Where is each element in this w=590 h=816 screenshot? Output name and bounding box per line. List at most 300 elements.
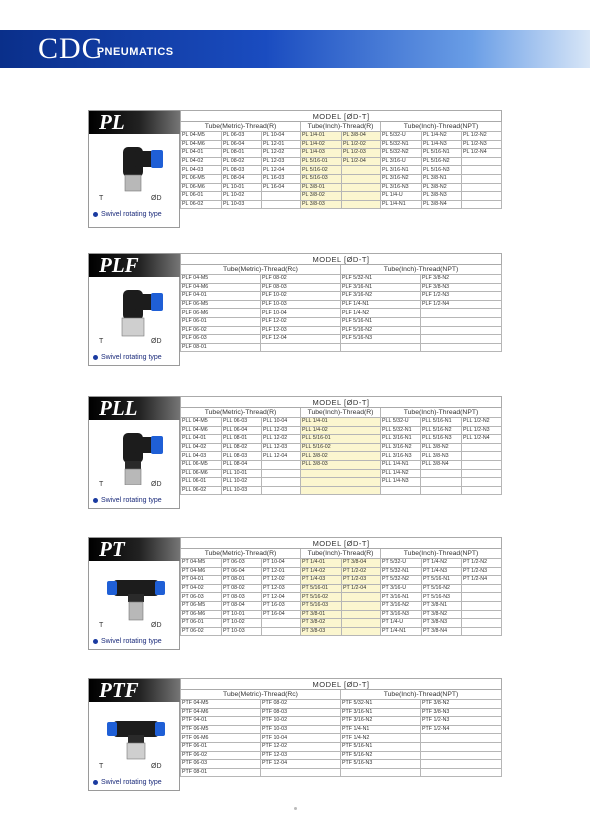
model-cell: PL 5/16-02 [301, 166, 342, 175]
model-cell [462, 166, 502, 175]
model-cell: PT 3/8-04 [342, 559, 381, 568]
product-image-panel [88, 678, 180, 791]
model-cell: PLF 08-03 [261, 283, 341, 292]
table-row [181, 619, 502, 628]
column-group-header: Tube(Metric)-Thread(Rc) [181, 690, 341, 700]
table-row [181, 708, 502, 717]
model-cell: PLF 5/16-N3 [341, 335, 421, 344]
model-cell [462, 460, 502, 469]
model-cell: PLL 12-03 [262, 443, 301, 452]
model-cell: PLL 04-01 [181, 435, 222, 444]
bullet-icon [93, 355, 98, 360]
model-cell: PT 5/16-03 [301, 601, 342, 610]
table-row [181, 584, 502, 593]
model-cell [262, 627, 301, 636]
model-cell: PT 3/16-N1 [381, 593, 422, 602]
model-cell: PLF 1/4-N2 [341, 309, 421, 318]
model-cell: PL 5/16-N1 [422, 149, 462, 158]
table-row [181, 601, 502, 610]
model-cell: PTF 5/16-N3 [341, 760, 421, 769]
model-cell: PLL 08-02 [222, 443, 262, 452]
model-cell [462, 469, 502, 478]
model-cell: PT 3/8-N3 [422, 619, 462, 628]
model-cell: PT 1/2-N4 [462, 576, 502, 585]
model-cell: PLL 3/8-N3 [421, 452, 462, 461]
table-row [181, 309, 502, 318]
table-row [181, 300, 502, 309]
column-group-header: Tube(Inch)-Thread(NPT) [381, 408, 502, 418]
bullet-icon [93, 212, 98, 217]
model-cell [301, 478, 381, 487]
model-cell: PLL 3/8-02 [301, 452, 381, 461]
column-group-header: Tube(Inch)-Thread(NPT) [381, 549, 502, 559]
model-cell [342, 174, 381, 183]
model-table-pll [180, 396, 502, 495]
fitting-illustration [107, 139, 165, 199]
table-row [181, 452, 502, 461]
model-cell: PT 1/2-N2 [462, 559, 502, 568]
product-section-ptf [88, 678, 501, 791]
model-cell: PLL 04-M5 [181, 418, 222, 427]
model-cell: PTF 5/16-N1 [341, 742, 421, 751]
product-section-pll [88, 396, 501, 509]
thread-label: T [99, 338, 104, 345]
model-cell: PTF 04-M6 [181, 708, 261, 717]
model-cell: PLL 5/16-02 [301, 443, 381, 452]
model-cell [342, 627, 381, 636]
model-cell: PLL 1/4-N1 [381, 460, 421, 469]
model-cell: PT 3/16-N2 [381, 601, 422, 610]
model-cell: PL 04-M5 [181, 132, 222, 141]
model-cell: PT 04-02 [181, 584, 222, 593]
model-cell [421, 343, 502, 352]
model-cell: PL 1/2-N3 [462, 140, 502, 149]
product-section-pl [88, 110, 501, 228]
model-cell [261, 343, 341, 352]
model-cell: PT 3/8-N4 [422, 627, 462, 636]
model-cell: PTF 06-03 [181, 760, 261, 769]
model-cell: PT 10-04 [262, 559, 301, 568]
model-cell [421, 326, 502, 335]
model-cell: PL 1/4-N3 [422, 140, 462, 149]
fitting-illustration [107, 282, 165, 342]
model-cell: PL 3/16-U [381, 157, 422, 166]
model-cell [462, 478, 502, 487]
model-cell: PT 1/4-01 [301, 559, 342, 568]
model-cell: PT 12-04 [262, 593, 301, 602]
model-table-pl [180, 110, 502, 209]
model-header: MODEL [ØD-T] [181, 254, 502, 265]
model-cell: PLF 12-02 [261, 317, 341, 326]
model-cell: PLF 5/16-N1 [341, 317, 421, 326]
table-row [181, 567, 502, 576]
model-cell: PL 12-04 [262, 166, 301, 175]
table-row [181, 132, 502, 141]
model-cell: PLL 08-01 [222, 435, 262, 444]
table-row [181, 610, 502, 619]
model-cell: PL 10-02 [222, 192, 262, 201]
model-cell: PLL 06-02 [181, 486, 222, 495]
model-cell [421, 760, 502, 769]
model-cell [262, 478, 301, 487]
model-cell [262, 469, 301, 478]
model-header: MODEL [ØD-T] [181, 111, 502, 122]
model-cell: PL 1/4-N2 [422, 132, 462, 141]
model-cell [462, 443, 502, 452]
swivel-note-text: Swivel rotating type [101, 211, 162, 218]
model-cell: PL 08-04 [222, 174, 262, 183]
model-table-pt [180, 537, 502, 636]
model-cell: PT 1/2-02 [342, 567, 381, 576]
model-cell: PTF 10-02 [261, 717, 341, 726]
model-cell [462, 192, 502, 201]
model-cell: PT 3/16-U [381, 584, 422, 593]
model-cell [421, 469, 462, 478]
model-cell: PT 5/16-02 [301, 593, 342, 602]
swivel-note [93, 779, 162, 786]
model-table-plf [180, 253, 502, 352]
model-cell: PLL 12-03 [262, 426, 301, 435]
model-cell: PLL 10-02 [222, 478, 262, 487]
model-cell: PTF 06-01 [181, 742, 261, 751]
model-cell: PT 5/32-U [381, 559, 422, 568]
model-cell: PT 10-01 [222, 610, 262, 619]
model-cell: PTF 04-M5 [181, 700, 261, 709]
model-cell: PL 1/4-N1 [381, 200, 422, 209]
swivel-note [93, 497, 162, 504]
product-code-tag [89, 254, 181, 277]
model-cell [342, 166, 381, 175]
model-cell: PL 04-03 [181, 166, 222, 175]
model-cell: PT 5/16-N1 [422, 576, 462, 585]
model-cell [261, 768, 341, 777]
model-cell [462, 601, 502, 610]
model-cell: PL 06-02 [181, 200, 222, 209]
model-cell [462, 610, 502, 619]
swivel-note [93, 638, 162, 645]
column-group-header: Tube(Inch)-Thread(R) [301, 549, 381, 559]
model-cell [262, 192, 301, 201]
column-group-header: Tube(Inch)-Thread(R) [301, 408, 381, 418]
table-row [181, 559, 502, 568]
model-cell: PL 04-02 [181, 157, 222, 166]
model-cell: PT 5/16-N2 [422, 584, 462, 593]
table-row [181, 166, 502, 175]
model-cell [341, 768, 421, 777]
model-cell: PLF 1/2-N4 [421, 300, 502, 309]
bullet-icon [93, 498, 98, 503]
tube-diameter-label: ØD [151, 481, 162, 488]
brand-name: CDC [38, 32, 103, 65]
model-cell: PT 1/4-02 [301, 567, 342, 576]
model-cell: PLF 06-01 [181, 317, 261, 326]
table-row [181, 326, 502, 335]
model-cell: PT 08-02 [222, 584, 262, 593]
model-cell [342, 183, 381, 192]
model-cell [262, 200, 301, 209]
model-cell: PT 06-04 [222, 567, 262, 576]
model-cell: PLL 08-04 [222, 460, 262, 469]
model-cell [421, 335, 502, 344]
tube-diameter-label: ØD [151, 763, 162, 770]
model-cell: PT 06-M6 [181, 610, 222, 619]
model-cell: PT 04-M6 [181, 567, 222, 576]
model-cell: PL 1/2-02 [342, 140, 381, 149]
model-cell [342, 593, 381, 602]
table-row [181, 426, 502, 435]
model-cell: PT 16-03 [262, 601, 301, 610]
model-cell: PTF 04-01 [181, 717, 261, 726]
model-cell [421, 309, 502, 318]
model-cell: PL 1/4-01 [301, 132, 342, 141]
model-cell: PLF 06-02 [181, 326, 261, 335]
model-cell [462, 619, 502, 628]
model-cell: PT 06-03 [181, 593, 222, 602]
model-cell: PL 04-M6 [181, 140, 222, 149]
model-cell [421, 486, 462, 495]
model-cell: PT 5/16-N3 [422, 593, 462, 602]
fitting-illustration [107, 707, 165, 767]
model-cell: PL 5/32-U [381, 132, 422, 141]
table-row [181, 443, 502, 452]
model-cell: PLF 12-03 [261, 326, 341, 335]
model-cell: PT 12-03 [262, 584, 301, 593]
product-code: PLF [99, 253, 139, 277]
model-cell: PL 3/16-N2 [381, 174, 422, 183]
model-cell: PLF 5/32-N1 [341, 275, 421, 284]
model-cell: PL 5/32-N2 [381, 149, 422, 158]
table-row [181, 140, 502, 149]
model-cell: PT 10-03 [222, 627, 262, 636]
model-cell: PLL 06-M6 [181, 469, 222, 478]
swivel-note-text: Swivel rotating type [101, 497, 162, 504]
model-cell: PLF 04-01 [181, 292, 261, 301]
model-cell: PLL 06-01 [181, 478, 222, 487]
table-row [181, 292, 502, 301]
model-cell: PT 12-01 [262, 567, 301, 576]
model-cell: PLL 1/4-01 [301, 418, 381, 427]
model-cell [262, 619, 301, 628]
model-cell: PLL 1/2-N2 [462, 418, 502, 427]
table-row [181, 627, 502, 636]
product-code: PLL [99, 396, 138, 420]
model-cell: PL 06-M6 [181, 183, 222, 192]
model-cell: PL 3/8-N2 [422, 183, 462, 192]
model-cell: PTF 06-02 [181, 751, 261, 760]
model-cell: PLL 10-01 [222, 469, 262, 478]
model-cell [262, 460, 301, 469]
model-cell: PL 1/2-N2 [462, 132, 502, 141]
column-group-header: Tube(Inch)-Thread(NPT) [381, 122, 502, 132]
model-cell: PL 3/8-02 [301, 192, 342, 201]
model-cell: PLL 04-02 [181, 443, 222, 452]
thread-label: T [99, 622, 104, 629]
model-cell: PT 3/8-N2 [422, 610, 462, 619]
table-row [181, 460, 502, 469]
product-image-panel [88, 253, 180, 366]
model-cell [421, 768, 502, 777]
model-cell: PLF 3/16-N1 [341, 283, 421, 292]
model-header: MODEL [ØD-T] [181, 397, 502, 408]
model-cell [462, 452, 502, 461]
model-cell: PT 10-02 [222, 619, 262, 628]
table-row [181, 200, 502, 209]
brand-logo [38, 31, 174, 67]
model-cell [381, 486, 421, 495]
model-cell [421, 751, 502, 760]
product-code-tag [89, 111, 181, 134]
model-cell: PLL 1/4-02 [301, 426, 381, 435]
model-header: MODEL [ØD-T] [181, 538, 502, 549]
model-cell [462, 584, 502, 593]
column-group-header: Tube(Metric)-Thread(R) [181, 549, 301, 559]
model-cell [421, 734, 502, 743]
model-cell: PL 1/4-02 [301, 140, 342, 149]
table-row [181, 768, 502, 777]
table-row [181, 760, 502, 769]
model-cell: PL 06-01 [181, 192, 222, 201]
model-cell: PT 3/8-01 [301, 610, 342, 619]
model-cell [462, 174, 502, 183]
model-cell: PL 5/16-N3 [422, 166, 462, 175]
model-cell: PTF 1/2-N4 [421, 725, 502, 734]
model-cell: PTF 08-03 [261, 708, 341, 717]
model-cell: PLL 3/16-N3 [381, 452, 421, 461]
model-cell: PLF 08-01 [181, 343, 261, 352]
model-cell: PLL 10-04 [262, 418, 301, 427]
product-image-panel [88, 110, 180, 228]
swivel-note [93, 211, 162, 218]
model-cell: PT 16-04 [262, 610, 301, 619]
model-cell: PL 5/16-03 [301, 174, 342, 183]
model-cell: PL 3/8-N4 [422, 200, 462, 209]
model-cell: PT 3/8-03 [301, 627, 342, 636]
model-cell: PTF 12-04 [261, 760, 341, 769]
product-image-panel [88, 537, 180, 650]
table-row [181, 725, 502, 734]
tube-diameter-label: ØD [151, 195, 162, 202]
model-cell: PL 16-04 [262, 183, 301, 192]
model-cell: PLF 3/16-N2 [341, 292, 421, 301]
thread-label: T [99, 195, 104, 202]
model-cell: PLF 04-M5 [181, 275, 261, 284]
model-cell: PLL 5/16-N3 [421, 435, 462, 444]
model-cell: PLL 1/4-N2 [381, 469, 421, 478]
model-cell: PT 1/2-N3 [462, 567, 502, 576]
table-row [181, 469, 502, 478]
model-cell [421, 317, 502, 326]
model-cell: PTF 3/16-N2 [341, 717, 421, 726]
model-cell: PT 1/4-N2 [422, 559, 462, 568]
model-cell: PL 08-01 [222, 149, 262, 158]
model-cell [341, 343, 421, 352]
table-row [181, 742, 502, 751]
model-cell: PTF 1/2-N3 [421, 717, 502, 726]
column-group-header: Tube(Inch)-Thread(R) [301, 122, 381, 132]
model-cell: PT 1/4-N1 [381, 627, 422, 636]
table-row [181, 317, 502, 326]
model-cell: PL 3/16-N1 [381, 166, 422, 175]
model-cell: PL 12-03 [262, 157, 301, 166]
model-cell: PLF 04-M6 [181, 283, 261, 292]
model-cell: PL 16-03 [262, 174, 301, 183]
table-row [181, 435, 502, 444]
model-cell: PT 06-03 [222, 559, 262, 568]
model-cell: PLL 1/2-N4 [462, 435, 502, 444]
model-cell: PLL 3/8-03 [301, 460, 381, 469]
table-row [181, 593, 502, 602]
model-cell [421, 742, 502, 751]
product-image-panel [88, 396, 180, 509]
model-cell: PLF 10-02 [261, 292, 341, 301]
model-cell [462, 200, 502, 209]
model-cell [262, 486, 301, 495]
swivel-note-text: Swivel rotating type [101, 354, 162, 361]
model-cell: PL 12-02 [262, 149, 301, 158]
product-code-tag [89, 538, 181, 561]
model-cell: PL 3/16-N3 [381, 183, 422, 192]
model-cell: PTF 06-M6 [181, 734, 261, 743]
table-row [181, 700, 502, 709]
table-row [181, 486, 502, 495]
model-cell: PLL 1/4-N3 [381, 478, 421, 487]
swivel-note-text: Swivel rotating type [101, 779, 162, 786]
model-cell: PLL 3/16-N2 [381, 443, 421, 452]
model-cell: PLF 06-M6 [181, 309, 261, 318]
model-cell [342, 619, 381, 628]
model-cell: PT 3/8-N1 [422, 601, 462, 610]
model-cell: PT 04-M5 [181, 559, 222, 568]
model-cell: PLL 5/32-N1 [381, 426, 421, 435]
model-cell: PL 08-03 [222, 166, 262, 175]
model-cell: PLL 5/16-01 [301, 435, 381, 444]
model-cell: PT 5/16-01 [301, 584, 342, 593]
model-cell: PL 10-01 [222, 183, 262, 192]
product-code: PT [99, 537, 125, 561]
table-row [181, 717, 502, 726]
model-cell: PT 08-03 [222, 593, 262, 602]
model-cell: PL 3/8-01 [301, 183, 342, 192]
fitting-illustration [107, 566, 165, 626]
table-row [181, 734, 502, 743]
table-row [181, 343, 502, 352]
product-code-tag [89, 397, 181, 420]
model-cell: PLF 06-03 [181, 335, 261, 344]
page-marker [294, 807, 297, 810]
model-cell [342, 200, 381, 209]
model-cell: PLF 06-M5 [181, 300, 261, 309]
model-cell: PL 5/16-N2 [422, 157, 462, 166]
model-cell: PTF 12-03 [261, 751, 341, 760]
table-row [181, 192, 502, 201]
model-cell: PT 06-02 [181, 627, 222, 636]
model-cell: PT 1/2-03 [342, 576, 381, 585]
model-cell: PLF 08-02 [261, 275, 341, 284]
model-cell [342, 192, 381, 201]
model-cell: PLL 04-M6 [181, 426, 222, 435]
model-cell [462, 627, 502, 636]
product-code: PL [99, 110, 125, 134]
model-cell: PLL 3/8-N2 [421, 443, 462, 452]
tube-diameter-label: ØD [151, 622, 162, 629]
product-section-plf [88, 253, 501, 366]
model-cell: PT 12-02 [262, 576, 301, 585]
model-cell: PL 06-M5 [181, 174, 222, 183]
product-section-pt [88, 537, 501, 650]
model-cell: PTF 1/4-N2 [341, 734, 421, 743]
table-row [181, 183, 502, 192]
model-cell: PTF 12-02 [261, 742, 341, 751]
